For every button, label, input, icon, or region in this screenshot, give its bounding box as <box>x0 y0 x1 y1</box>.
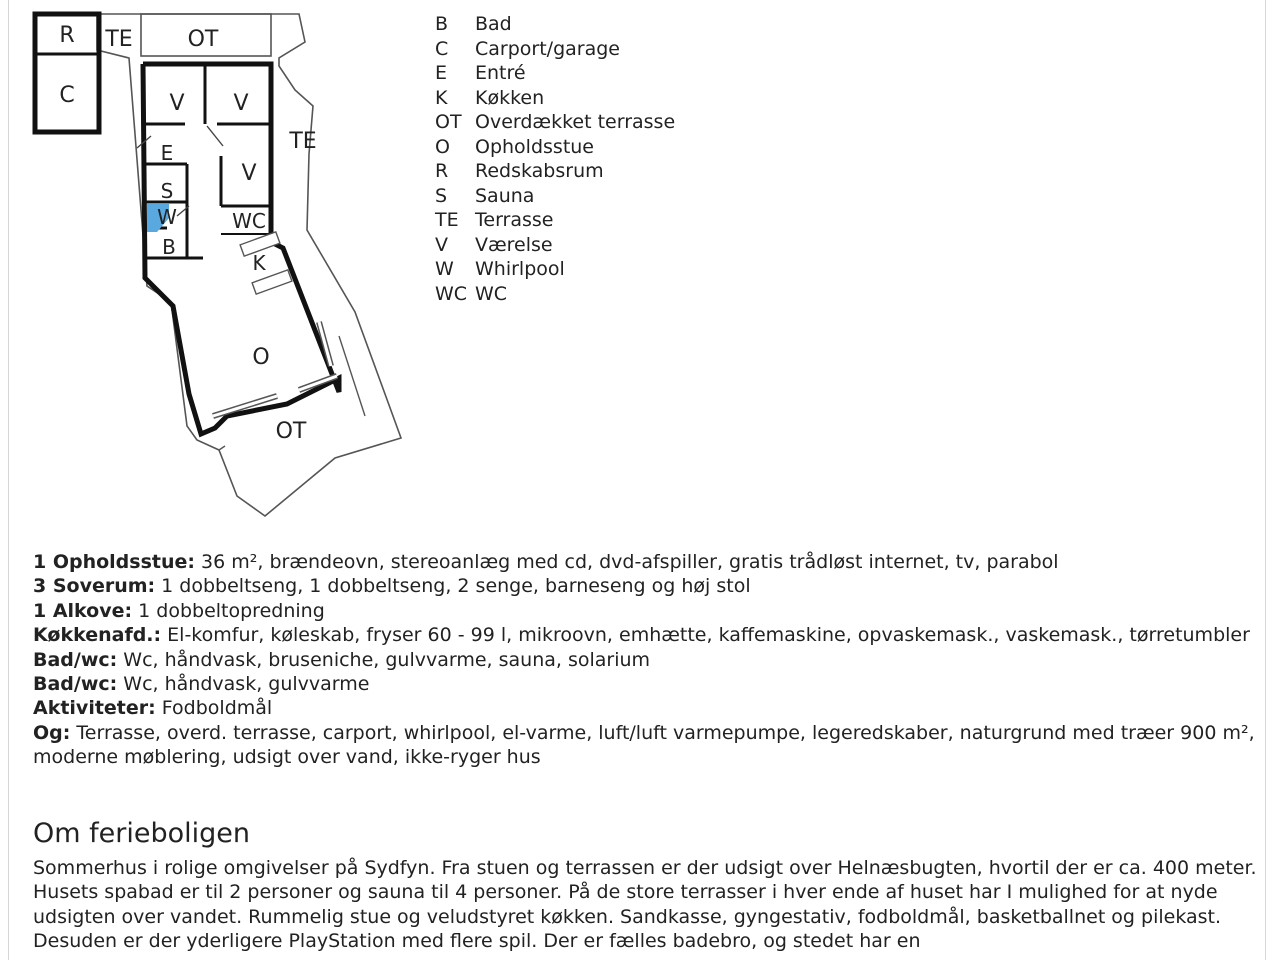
legend-item <box>435 233 675 258</box>
legend-item <box>435 37 675 62</box>
legend-item <box>435 86 675 111</box>
legend-text: Køkken <box>475 86 545 109</box>
legend-text: Sauna <box>475 184 535 207</box>
legend-text: Bad <box>475 13 512 35</box>
label-r: R <box>59 23 75 48</box>
legend-item <box>435 184 675 209</box>
legend-text: Carport/garage <box>475 37 620 60</box>
legend-item <box>435 282 675 307</box>
fact-label: Køkkenafd.: <box>33 624 162 647</box>
legend-code: R <box>435 160 449 182</box>
label-k: K <box>252 251 266 275</box>
fact-row <box>33 721 1273 770</box>
fact-row <box>33 599 1273 623</box>
fact-text: El-komfur, køleskab, fryser 60 - 99 l, mikroovn, emhætte, kaffemaskine, opvaskemask., vaskemask., tørretumbler <box>161 624 1250 647</box>
label-b: B <box>162 235 176 259</box>
fact-row <box>33 574 1273 598</box>
legend-item <box>435 257 675 282</box>
label-te-top: TE <box>105 27 133 52</box>
about-description: Sommerhus i rolige omgivelser på Sydfyn. Fra stuen og terrassen er der udsigt over Helnæsbugten, hvortil der er ca. 400 meter. Husets spabad er til 2 personer og sauna til 4 personer. På de store terrasser i hver ende af huset har I mulighed for at nyde udsigten over vandet. Rummelig stue og veludstyret køkken. Sandkasse, gyngestativ, fodboldmål, basketballnet og pilekast. Desuden er der yderligere PlayStation med flere spil. Der er fælles badebro, og stedet har en <box>33 857 1257 953</box>
legend-text: Redskabsrum <box>475 160 604 182</box>
floor-plan <box>27 6 407 530</box>
legend-code: W <box>435 258 454 280</box>
fact-row <box>33 648 1273 672</box>
fact-text: 36 m², brændeovn, stereoanlæg med cd, dvd-afspiller, gratis trådløst internet, tv, parabol <box>195 551 1059 573</box>
label-e: E <box>160 141 174 165</box>
fact-label: 1 Opholdsstue: <box>33 551 195 573</box>
legend-text: WC <box>475 282 508 305</box>
legend-item <box>435 12 675 37</box>
fact-text: Wc, håndvask, gulvvarme <box>117 673 370 696</box>
legend-text: Entré <box>475 62 526 84</box>
legend-text: Opholdsstue <box>475 135 595 158</box>
legend-text: Terrasse <box>475 209 554 231</box>
floor-plan-legend <box>435 12 675 306</box>
fact-label: 1 Alkove: <box>33 599 133 622</box>
label-te-right: TE <box>289 129 317 154</box>
fact-text: Wc, håndvask, bruseniche, gulvvarme, sauna, solarium <box>117 648 651 671</box>
label-v1: V <box>169 91 185 116</box>
fact-text: 1 dobbeltopredning <box>132 599 325 622</box>
about-heading: Om ferieboligen <box>33 818 250 849</box>
legend-item <box>435 208 675 233</box>
floor-plan-drawing <box>27 6 407 526</box>
legend-code: WC <box>435 282 468 305</box>
label-wc: WC <box>232 209 266 233</box>
legend-code: B <box>435 13 449 35</box>
label-o: O <box>252 345 270 370</box>
label-ot-top: OT <box>187 27 219 52</box>
legend-text: Whirlpool <box>475 258 565 280</box>
legend-item <box>435 61 675 86</box>
fact-row <box>33 623 1273 647</box>
page <box>8 0 1266 960</box>
fact-label: Bad/wc: <box>33 673 118 696</box>
legend-code: TE <box>435 209 459 231</box>
label-s: S <box>160 179 174 203</box>
facilities-list <box>33 550 1273 770</box>
label-v3: V <box>241 161 257 186</box>
label-c: C <box>59 83 75 108</box>
legend-code: S <box>435 184 448 207</box>
fact-label: Aktiviteter: <box>33 697 156 720</box>
legend-code: O <box>435 135 450 158</box>
legend-text: Overdækket terrasse <box>475 111 676 133</box>
fact-text: Terrasse, overd. terrasse, carport, whirlpool, el-varme, luft/luft varmepumpe, legeredskaber, naturgrund med træer 900 m², moderne møblering, udsigt over vand, ikke-ryger hus <box>33 721 1255 769</box>
label-ot-bottom: OT <box>275 419 307 444</box>
legend-item <box>435 135 675 160</box>
legend-item <box>435 110 675 135</box>
fact-text: Fodboldmål <box>155 697 273 720</box>
legend-text: Værelse <box>475 233 553 256</box>
legend-code: OT <box>435 111 462 133</box>
fact-label: Og: <box>33 721 71 744</box>
legend-code: K <box>435 86 448 109</box>
legend-code: E <box>435 62 448 84</box>
legend-item <box>435 159 675 184</box>
fact-row <box>33 672 1273 696</box>
label-v2: V <box>233 91 249 116</box>
legend-code: C <box>435 37 449 60</box>
fact-row <box>33 696 1273 720</box>
fact-row <box>33 550 1273 574</box>
fact-text: 1 dobbeltseng, 1 dobbeltseng, 2 senge, barneseng og høj stol <box>155 575 751 598</box>
legend-code: V <box>435 233 448 256</box>
fact-label: Bad/wc: <box>33 648 118 671</box>
fact-label: 3 Soverum: <box>33 575 156 598</box>
label-w: W <box>157 205 177 229</box>
